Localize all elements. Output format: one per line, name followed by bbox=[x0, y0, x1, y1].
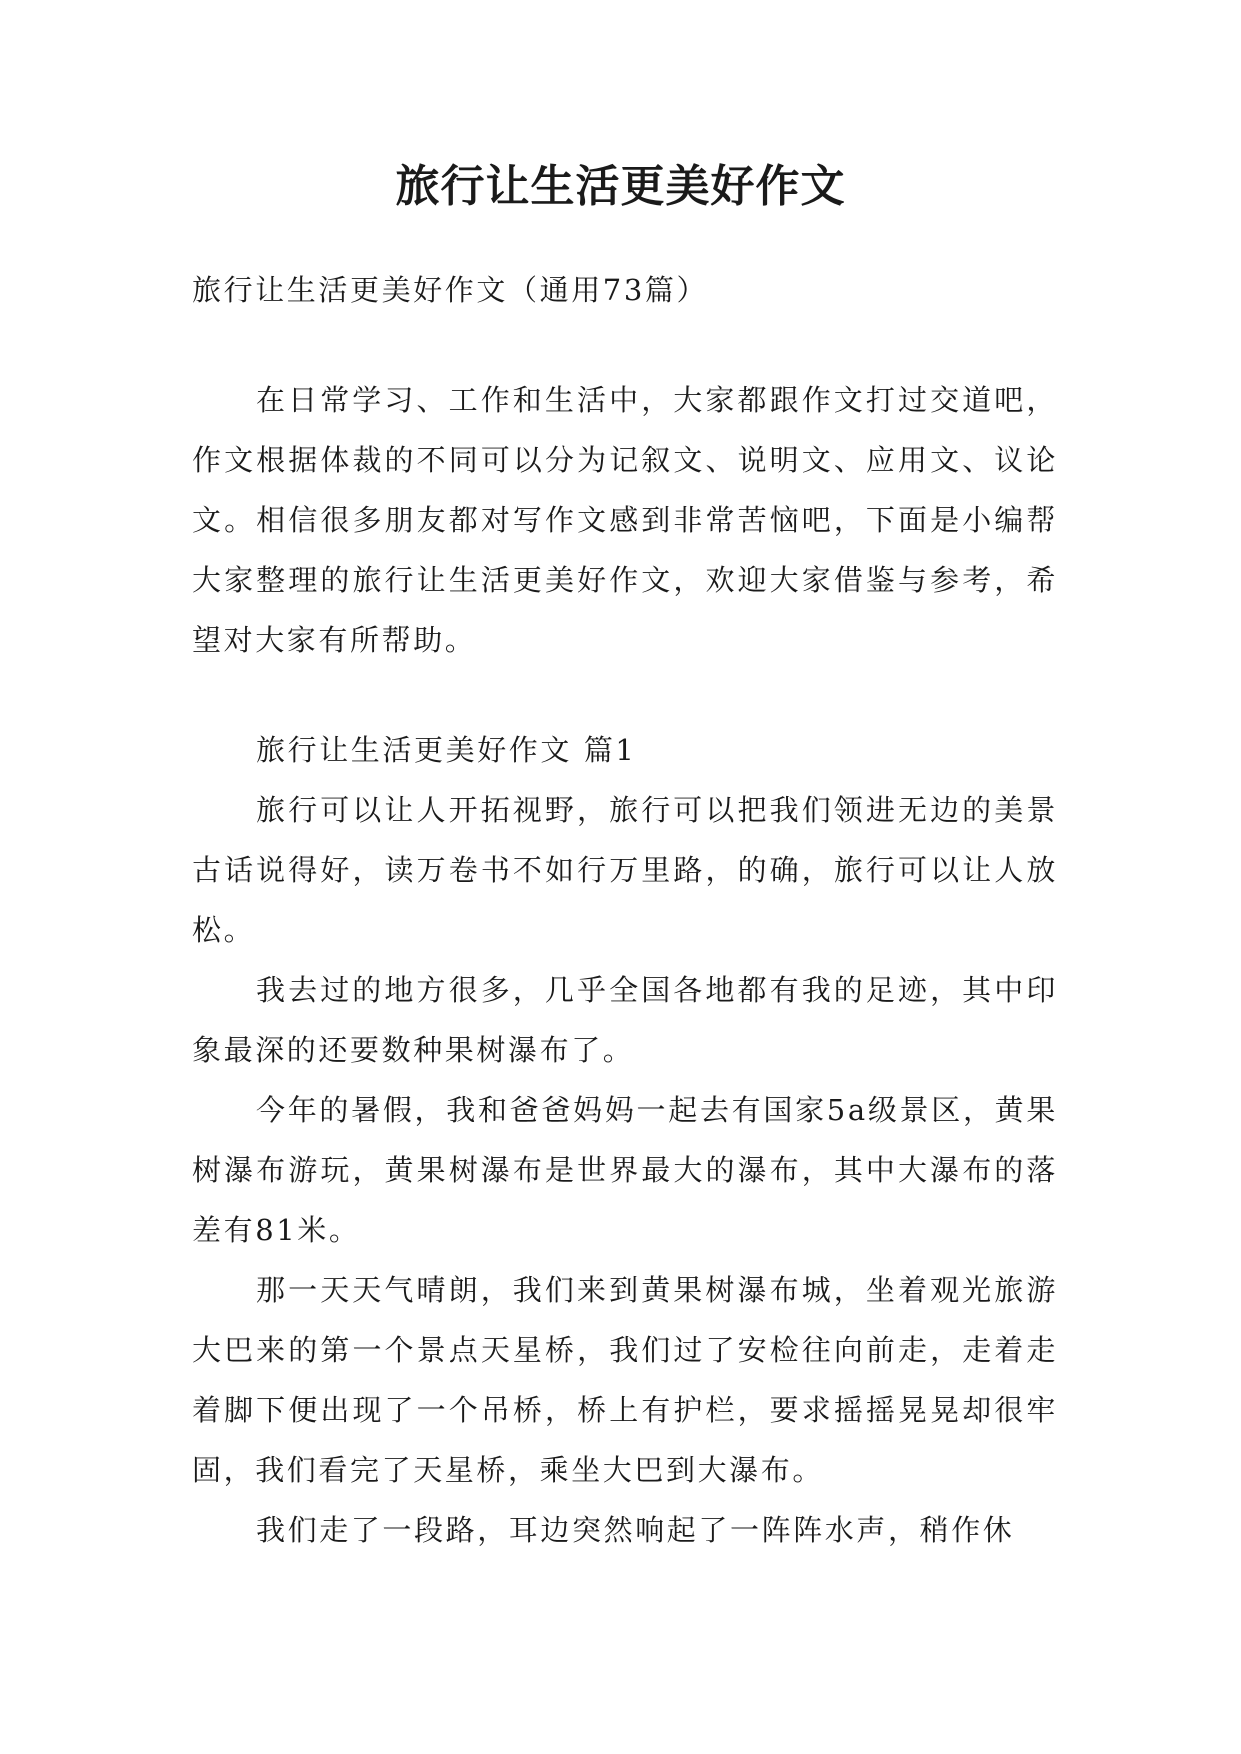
document-body bbox=[192, 260, 1058, 1560]
body-paragraph: 今年的暑假，我和爸爸妈妈一起去有国家5a级景区，黄果树瀑布游玩，黄果树瀑布是世界最大的瀑布，其中大瀑布的落差有81米。 bbox=[192, 1093, 1058, 1247]
body-paragraph: 那一天天气晴朗，我们来到黄果树瀑布城，坐着观光旅游大巴来的第一个景点天星桥，我们过了安检往向前走，走着走着脚下便出现了一个吊桥，桥上有护栏，要求摇摇晃晃却很牢固，我们看完了天星桥，乘坐大巴到大瀑布。 bbox=[192, 1273, 1058, 1487]
body-paragraph: 我们走了一段路，耳边突然响起了一阵阵水声，稍作休 bbox=[256, 1513, 1015, 1547]
document-title: 旅行让生活更美好作文 bbox=[395, 161, 846, 212]
body-paragraph: 旅行可以让人开拓视野，旅行可以把我们领进无边的美景古话说得好，读万卷书不如行万里路，的确，旅行可以让人放松。 bbox=[192, 793, 1058, 947]
document-subtitle: 旅行让生活更美好作文（通用73篇） bbox=[192, 273, 709, 307]
intro-paragraph: 在日常学习、工作和生活中，大家都跟作文打过交道吧，作文根据体裁的不同可以分为记叙文、说明文、应用文、议论文。相信很多朋友都对写作文感到非常苦恼吧，下面是小编帮大家整理的旅行让生活更美好作文，欢迎大家借鉴与参考，希望对大家有所帮助。 bbox=[192, 383, 1058, 657]
section-heading: 旅行让生活更美好作文 篇1 bbox=[256, 733, 637, 767]
body-paragraph: 我去过的地方很多，几乎全国各地都有我的足迹，其中印象最深的还要数种果树瀑布了。 bbox=[192, 973, 1058, 1067]
